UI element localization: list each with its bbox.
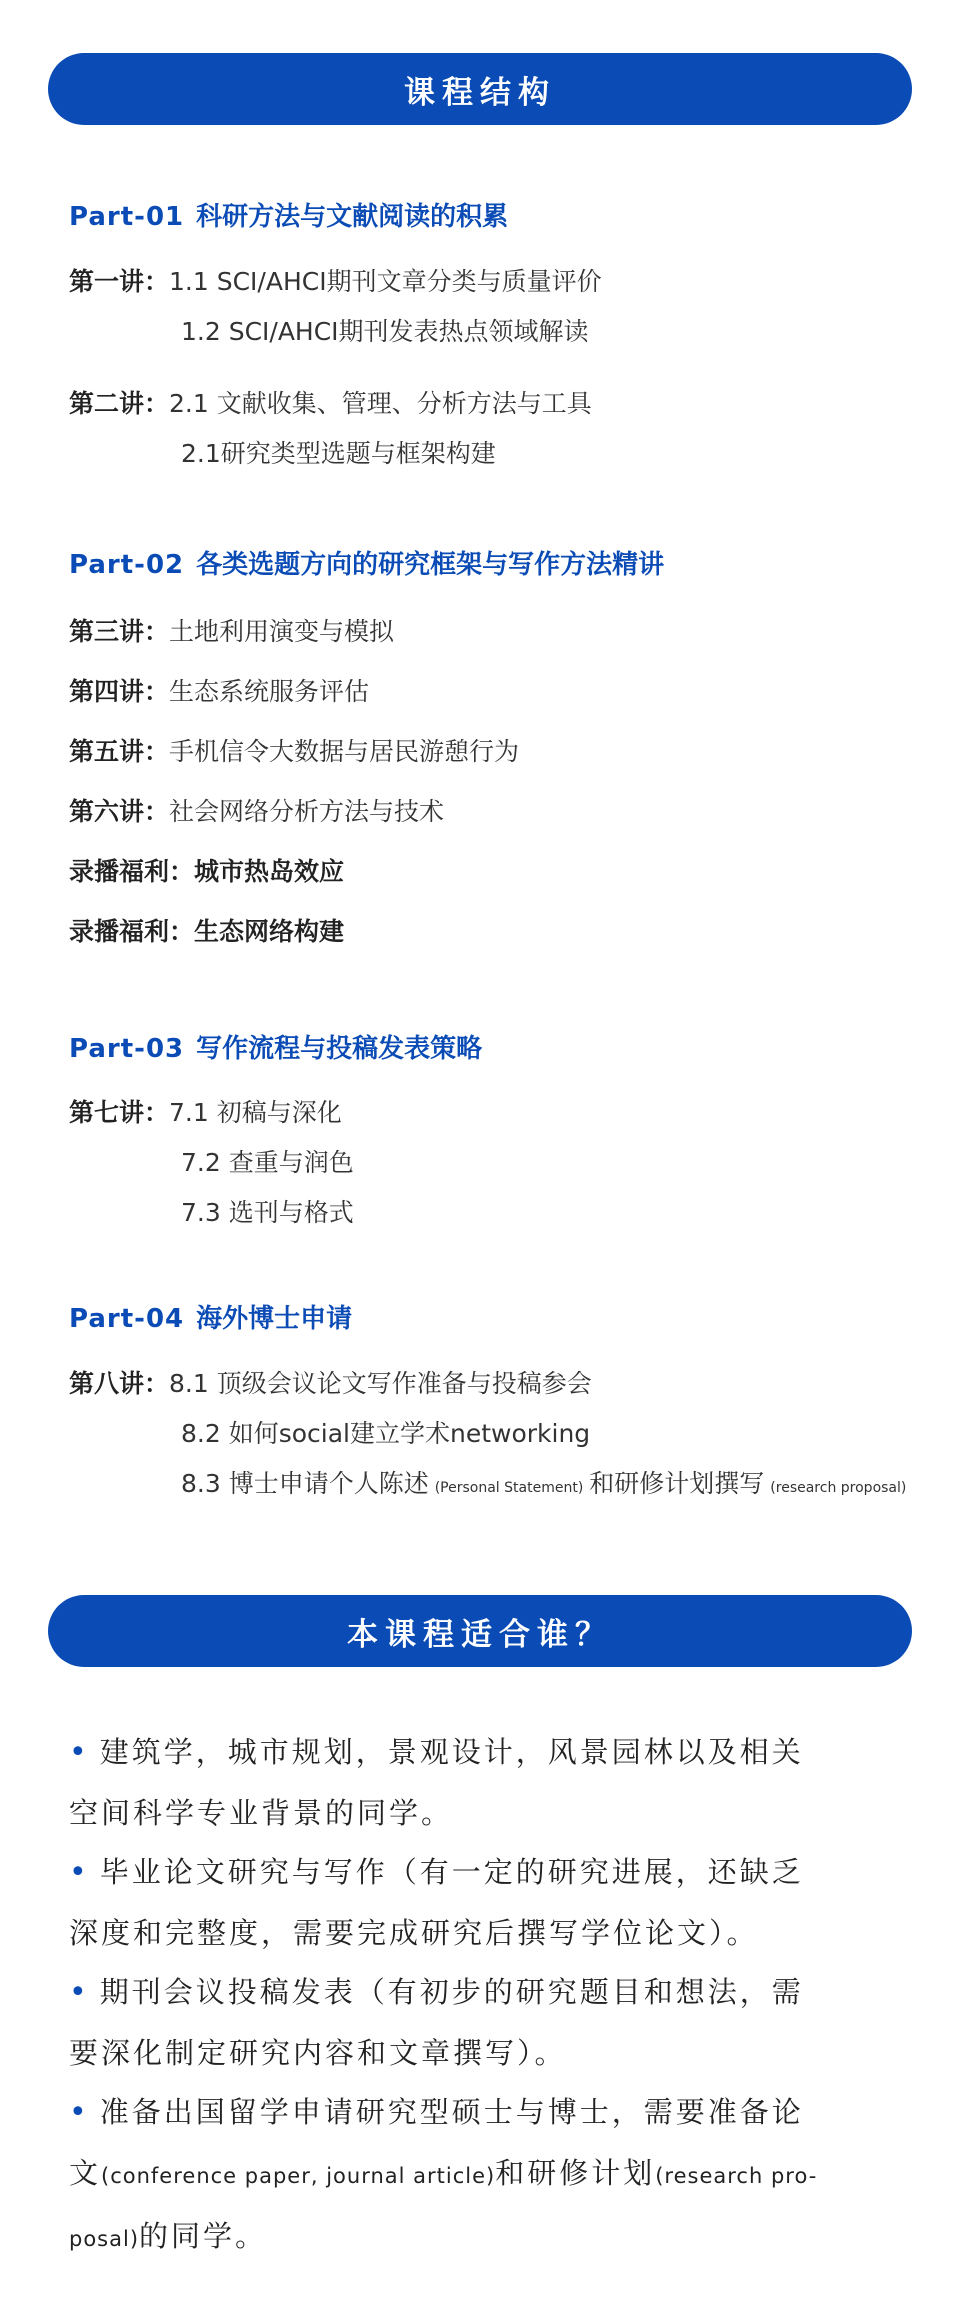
lecture-line: 2.1研究类型选题与框架构建 [181,439,496,468]
audience-item: • 建筑学，城市规划，景观设计，风景园林以及相关 空间科学专业背景的同学。 [69,1735,804,1830]
part-number: Part-02 [69,550,185,580]
bullet-icon: • [69,1975,90,2010]
lecture-label: 第七讲： [69,1098,170,1127]
lecture-label: 第一讲： [69,267,170,296]
audience-banner [48,1595,912,1667]
audience-item: • 毕业论文研究与写作（有一定的研究进展，还缺乏 深度和完整度，需要完成研究后撰写学位论文）。 [69,1855,804,1950]
lecture-8 [69,1364,592,1400]
bullet-icon: • [69,1855,90,1890]
lecture-line: 8.1 顶级会议论文写作准备与投稿参会 [169,1369,592,1398]
lecture-6 [69,792,444,828]
part-title: 科研方法与文献阅读的积累 [196,202,509,232]
lecture-label: 第五讲： [69,737,170,766]
part-title: 海外博士申请 [196,1304,353,1334]
lecture-3 [69,612,394,648]
part-03-heading [69,1028,482,1065]
lecture-line: 8.2 如何social建立学术networking [181,1419,591,1448]
part-title: 写作流程与投稿发表策略 [196,1034,483,1064]
part-number: Part-03 [69,1034,185,1064]
lecture-line: 社会网络分析方法与技术 [169,797,445,826]
lecture-label: 录播福利： [69,917,195,946]
part-title: 各类选题方向的研究框架与写作方法精讲 [196,550,665,580]
lecture-line-part: 和研修计划撰写 [589,1469,765,1498]
lecture-line: 土地利用演变与模拟 [169,617,395,646]
lecture-label: 第二讲： [69,389,170,418]
lecture-line: 2.1 文献收集、管理、分析方法与工具 [169,389,592,418]
lecture-label: 录播福利： [69,857,195,886]
part-04-heading [69,1298,352,1335]
lecture-label: 第三讲： [69,617,170,646]
course-structure-title: 课程结构 [404,74,556,111]
lecture-line: 1.2 SCI/AHCI期刊发表热点领域解读 [181,317,589,346]
lecture-1 [69,262,602,298]
lecture-5 [69,732,519,768]
part-02-heading [69,544,664,581]
bonus-lecture-heat-island [69,852,344,888]
part-number: Part-01 [69,202,185,232]
part-01-heading [69,196,508,233]
lecture-line: 1.1 SCI/AHCI期刊文章分类与质量评价 [169,267,602,296]
lecture-line: 7.2 查重与润色 [181,1148,354,1177]
audience-item: • 准备出国留学申请研究型硕士与博士，需要准备论 文(conference paper, journal article)和研修计划(research pro- posal)的同学。 [69,2095,818,2253]
lecture-line-note: (Personal Statement) [434,1480,584,1496]
lecture-line: 7.3 选刊与格式 [181,1198,354,1227]
part-number: Part-04 [69,1304,185,1334]
lecture-line-part: 8.3 博士申请个人陈述 [181,1469,429,1498]
lecture-label: 第八讲： [69,1369,170,1398]
lecture-label: 第六讲： [69,797,170,826]
lecture-line-note: (research proposal) [770,1480,907,1496]
audience-item: • 期刊会议投稿发表（有初步的研究题目和想法，需 要深化制定研究内容和文章撰写）。 [69,1975,804,2070]
lecture-4 [69,672,369,708]
audience-title: 本课程适合谁？ [347,1616,613,1653]
lecture-label: 第四讲： [69,677,170,706]
bullet-icon: • [69,2095,90,2130]
lecture-2 [69,384,592,420]
lecture-7 [69,1093,342,1129]
bonus-lecture-eco-network [69,912,344,948]
bullet-icon: • [69,1735,90,1770]
lecture-line: 7.1 初稿与深化 [169,1098,342,1127]
lecture-line: 生态网络构建 [194,917,345,946]
lecture-line: 手机信令大数据与居民游憩行为 [169,737,520,766]
lecture-line: 城市热岛效应 [194,857,345,886]
lecture-line: 生态系统服务评估 [169,677,370,706]
lecture-line-8-3 [181,1464,912,1500]
course-structure-banner [48,53,912,125]
